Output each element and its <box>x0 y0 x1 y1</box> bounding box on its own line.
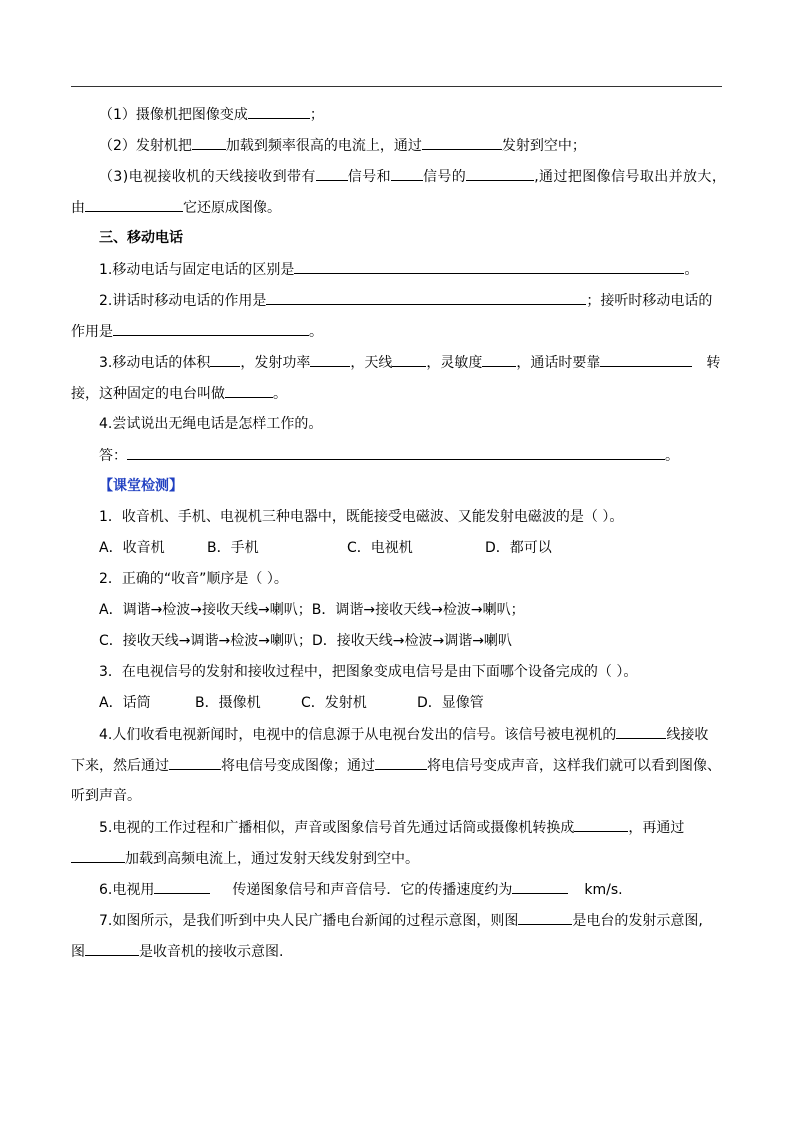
question-text: 7.如图所示，是我们听到中央人民广播电台新闻的过程示意图，则图 <box>99 913 519 929</box>
question-text: 发射到空中； <box>501 138 586 154</box>
blank <box>85 941 139 956</box>
blank <box>574 817 628 832</box>
test-question-4 <box>71 724 750 745</box>
question-text: 接，这种固定的电台叫做 <box>71 386 225 402</box>
blank <box>422 135 502 150</box>
blank <box>71 848 125 863</box>
question-text: ，发射功率 <box>240 355 311 371</box>
blank <box>512 879 568 894</box>
test-question-1: 1．收音机、手机、电视机三种电器中，既能接受电磁波、又能发射电磁波的是（ ）。 <box>99 509 624 525</box>
question-text: 4.人们收看电视新闻时，电视中的信息源于从电视台发出的信号。该信号被电视机的 <box>99 727 617 743</box>
question-text: 由 <box>71 200 85 216</box>
option-d[interactable]: D．显像管 <box>417 695 484 711</box>
blank <box>113 321 309 336</box>
test-question-1-options <box>71 538 750 558</box>
tv-question-3-cont <box>71 197 722 218</box>
blank <box>225 383 273 398</box>
blank <box>266 290 586 305</box>
blank <box>391 166 423 181</box>
test-question-5-cont <box>71 848 722 869</box>
question-text: ； <box>309 107 324 123</box>
question-text: 5.电视的工作过程和广播相似，声音或图象信号首先通过话筒或摄像机转换成 <box>99 820 575 836</box>
answer-line <box>71 445 750 466</box>
test-question-4-cont <box>71 755 722 776</box>
mobile-question-1 <box>71 259 750 280</box>
option-d[interactable]: D．都可以 <box>485 540 552 556</box>
option-a[interactable]: A．话筒 <box>99 695 151 711</box>
question-text: 2.讲话时移动电话的作用是 <box>99 293 267 309</box>
test-question-2: 2．正确的“收音”顺序是（ ）。 <box>99 571 288 587</box>
question-text: ，通话时要靠 <box>516 355 601 371</box>
test-question-7-cont <box>71 941 722 962</box>
blank <box>294 259 684 274</box>
blank <box>169 755 221 770</box>
question-text: 。 <box>309 324 323 340</box>
blank <box>518 910 572 925</box>
answer-label: 答： <box>99 448 127 464</box>
question-text: 信号和 <box>347 169 391 185</box>
question-text: 图 <box>71 944 85 960</box>
question-text: 1.移动电话与固定电话的区别是 <box>99 262 295 278</box>
section-heading: 三、移动电话 <box>99 230 183 246</box>
test-question-6 <box>71 879 750 900</box>
question-text: 加载到频率很高的电流上，通过 <box>225 138 422 154</box>
option-a[interactable]: A．收音机 <box>99 540 165 556</box>
question-text: ；接听时移动电话的 <box>586 293 713 309</box>
blank <box>85 197 183 212</box>
blank <box>392 352 426 367</box>
question-text: 转 <box>706 355 721 371</box>
mobile-question-2 <box>71 290 750 311</box>
test-question-2-options-ab[interactable]: A．调谐→检波→接收天线→喇叭；B．调谐→接收天线→检波→喇叭； <box>99 602 525 618</box>
blank <box>616 724 666 739</box>
blank <box>210 352 240 367</box>
question-text: km/s. <box>584 882 623 898</box>
question-text: 。 <box>684 262 699 278</box>
test-question-3-options <box>71 693 750 713</box>
question-text: 。 <box>665 448 679 464</box>
question-text: 3.移动电话的体积 <box>99 355 211 371</box>
blank <box>375 755 427 770</box>
question-text: 它还原成图像。 <box>183 200 281 216</box>
test-question-2-options-cd[interactable]: C．接收天线→调谐→检波→喇叭；D．接收天线→检波→调谐→喇叭 <box>99 633 512 649</box>
question-text: 是电台的发射示意图, <box>572 913 703 929</box>
question-text: （1）摄像机把图像变成 <box>99 107 248 123</box>
question-text: 信号的 <box>422 169 467 185</box>
blank <box>248 104 310 119</box>
blank <box>466 166 534 181</box>
question-text: ，天线 <box>350 355 393 371</box>
test-question-5 <box>71 817 750 838</box>
question-text: 将电信号变成声音，这样我们就可以看到图像、 <box>427 758 721 774</box>
question-text: 线接收 <box>666 727 709 743</box>
tv-question-1 <box>71 104 750 125</box>
question-text: ，灵敏度 <box>426 355 483 371</box>
option-b[interactable]: B．摄像机 <box>195 695 261 711</box>
test-question-3: 3．在电视信号的发射和接收过程中，把图象变成电信号是由下面哪个设备完成的（ ）。 <box>99 664 638 680</box>
question-text: ,通过把图像信号取出并放大， <box>534 169 727 185</box>
option-c[interactable]: C．发射机 <box>301 695 367 711</box>
mobile-question-4: 4.尝试说出无绳电话是怎样工作的。 <box>99 416 323 432</box>
top-divider <box>71 86 722 87</box>
test-question-7 <box>71 910 750 931</box>
question-text: 加载到高频电流上，通过发射天线发射到空中。 <box>125 851 419 867</box>
question-text: 下来，然后通过 <box>71 758 169 774</box>
classroom-test-heading: 【课堂检测】 <box>99 478 183 494</box>
test-question-4-cont2: 听到声音。 <box>71 788 141 804</box>
question-text: （2）发射机把 <box>99 138 192 154</box>
mobile-question-3-cont <box>71 383 722 404</box>
mobile-question-3 <box>71 352 750 373</box>
question-text: 作用是 <box>71 324 113 340</box>
blank <box>482 352 516 367</box>
blank <box>310 352 350 367</box>
blank <box>600 352 692 367</box>
question-text: 是收音机的接收示意图. <box>139 944 284 960</box>
question-text: 6.电视用 <box>99 882 155 898</box>
blank <box>154 879 210 894</box>
option-b[interactable]: B．手机 <box>207 540 259 556</box>
blank <box>316 166 348 181</box>
tv-question-3 <box>71 166 750 187</box>
question-text: 传递图象信号和声音信号．它的传播速度约为 <box>232 882 513 898</box>
question-text: （3)电视接收机的天线接收到带有 <box>99 169 316 185</box>
question-text: 。 <box>273 386 287 402</box>
mobile-question-2-cont <box>71 321 722 342</box>
option-c[interactable]: C．电视机 <box>347 540 413 556</box>
question-text: 将电信号变成图像；通过 <box>221 758 375 774</box>
answer-blank[interactable] <box>127 445 665 460</box>
blank <box>192 135 226 150</box>
question-text: ，再通过 <box>628 820 685 836</box>
tv-question-2 <box>71 135 750 156</box>
